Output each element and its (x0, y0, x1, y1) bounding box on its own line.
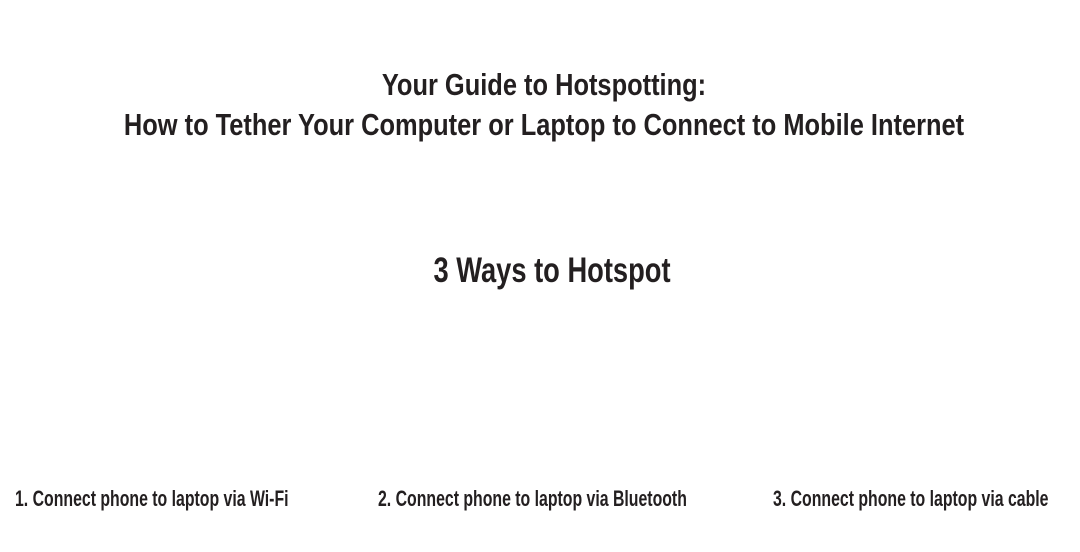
caption-bluetooth-method: 2. Connect phone to laptop via Bluetooth (378, 486, 687, 511)
page-title (101, 65, 987, 145)
page-title-line-2: How to Tether Your Computer or Laptop to Connect to Mobile Internet (123, 106, 965, 142)
section-heading: 3 Ways to Hotspot (433, 251, 671, 291)
caption-wifi-method: 1. Connect phone to laptop via Wi-Fi (15, 486, 289, 511)
caption-cable-method: 3. Connect phone to laptop via cable (773, 486, 1049, 511)
page-title-line-1: Your Guide to Hotspotting: (381, 66, 707, 102)
